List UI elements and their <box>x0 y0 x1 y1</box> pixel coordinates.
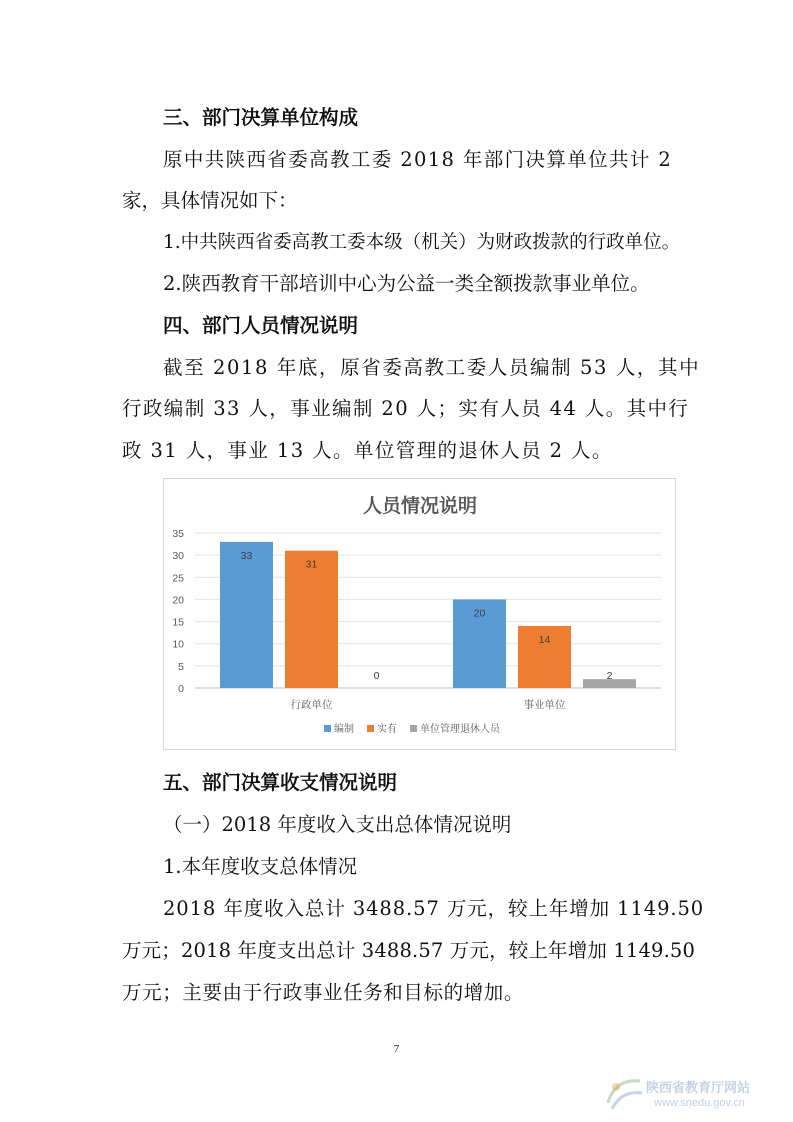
legend-swatch <box>367 725 374 732</box>
personnel-chart <box>163 478 676 750</box>
bar <box>285 551 338 688</box>
subheading: 1.本年度收支总体情况 <box>163 855 358 878</box>
data-label: 20 <box>473 607 486 620</box>
site-watermark <box>600 1073 790 1118</box>
legend-label: 实有 <box>377 724 397 735</box>
watermark-logo-icon <box>602 1073 646 1117</box>
y-tick-label: 30 <box>172 550 184 563</box>
x-category-label: 事业单位 <box>523 699 566 711</box>
paragraph-line: 万元；2018 年度支出总计 3488.57 万元，较上年增加 1149.50 <box>122 939 696 962</box>
watermark-url: www.snedu.gov.cn <box>654 1097 745 1109</box>
data-label: 2 <box>606 670 613 682</box>
legend-swatch <box>324 725 331 732</box>
paragraph-line: 家，具体情况如下： <box>122 189 298 212</box>
data-label: 33 <box>240 549 253 562</box>
paragraph-line: 政 31 人，事业 13 人。单位管理的退休人员 2 人。 <box>122 439 613 462</box>
y-tick-label: 5 <box>178 660 184 673</box>
list-item: 2.陕西教育干部培训中心为公益一类全额拨款事业单位。 <box>163 272 650 295</box>
y-tick-label: 35 <box>172 528 184 540</box>
legend-swatch <box>410 725 417 732</box>
data-label: 0 <box>373 670 380 682</box>
section-heading-unit-composition: 三、部门决算单位构成 <box>163 106 359 129</box>
paragraph-line: 原 中 共 陕 西 省 委 高 教 工 委 2 0 1 8 年 部 门 决 算 单 位 共 计 2 <box>163 148 671 171</box>
paragraph-line: 截至 2018 年底，原省委高教工委人员编制 53 人，其中 <box>163 356 701 379</box>
paragraph-line: 2018 年度收入总计 3488.57 万元，较上年增加 1149.50 <box>163 897 705 920</box>
y-tick-label: 0 <box>178 683 184 695</box>
section-heading-revenue-expenditure: 五、部门决算收支情况说明 <box>163 771 398 794</box>
legend-label: 单位管理退休人员 <box>420 724 500 735</box>
chart-canvas <box>164 479 677 751</box>
page-number: 7 <box>393 1043 400 1055</box>
paragraph-line: 行政编制 33 人，事业编制 20 人；实有人员 44 人。其中行 <box>122 397 690 420</box>
data-label: 31 <box>305 558 318 571</box>
y-tick-label: 20 <box>172 594 184 607</box>
list-item: 1.中共陕西省委高教工委本级（机关）为财政拨款的行政单位。 <box>163 232 681 253</box>
paragraph-line: 万元；主要由于行政事业任务和目标的增加。 <box>122 981 525 1004</box>
bar <box>220 542 273 688</box>
x-category-label: 行政单位 <box>290 699 333 711</box>
watermark-title: 陕西省教育厅网站 <box>646 1081 751 1096</box>
section-heading-personnel: 四、部门人员情况说明 <box>163 314 359 337</box>
chart-title: 人员情况说明 <box>362 495 478 517</box>
y-tick-label: 25 <box>172 572 184 585</box>
legend-label: 编制 <box>334 724 354 735</box>
y-tick-label: 10 <box>172 638 184 651</box>
subheading: （一）2018 年度收入支出总体情况说明 <box>163 813 512 836</box>
y-tick-label: 15 <box>172 616 184 629</box>
data-label: 14 <box>538 634 551 646</box>
